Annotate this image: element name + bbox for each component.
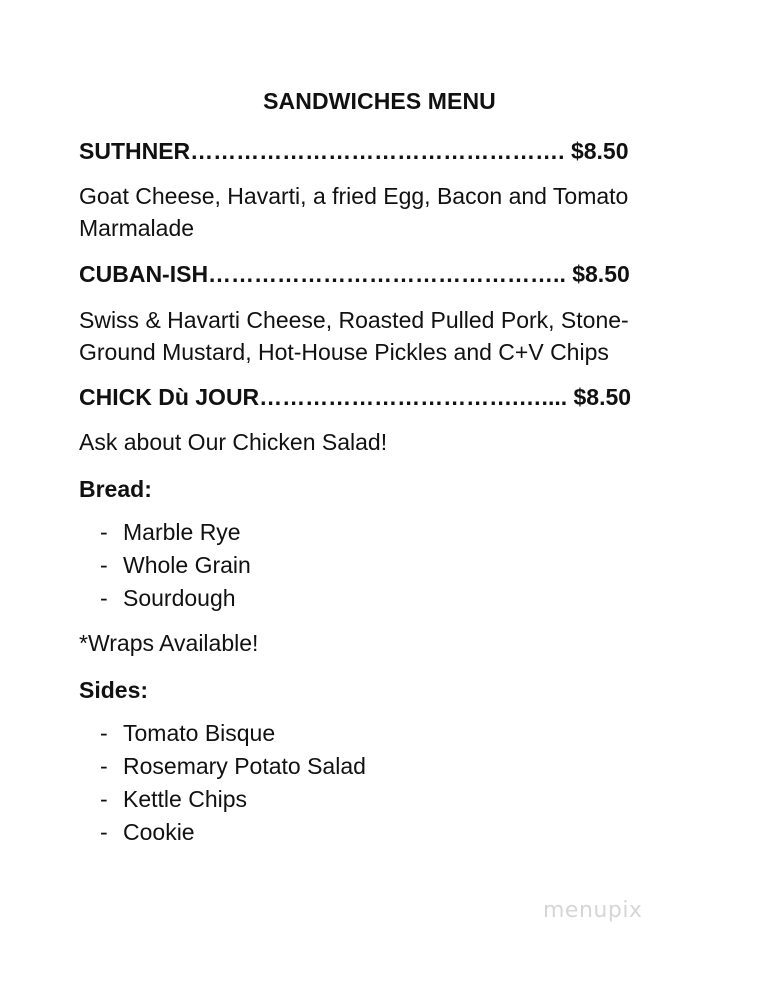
menu-item-suthner-description: Goat Cheese, Havarti, a fried Egg, Bacon and Tomato Marmalade — [79, 183, 629, 241]
menu-item-cuban-ish: CUBAN-ISH……………………………………….. $8.50 — [79, 261, 630, 287]
bullet-dash: - — [100, 552, 108, 578]
menu-item-cuban-ish-description: Swiss & Havarti Cheese, Roasted Pulled Pork, Stone-Ground Mustard, Hot-House Pickles and C+V Chips — [79, 307, 629, 365]
bread-list — [100, 516, 251, 615]
bread-heading: Bread: — [79, 476, 152, 502]
side-option: Cookie — [123, 819, 195, 845]
list-item — [100, 717, 366, 750]
list-item — [100, 783, 366, 816]
bullet-dash: - — [100, 786, 108, 812]
menu-item-suthner: SUTHNER…………………………………………. $8.50 — [79, 138, 629, 164]
side-option: Kettle Chips — [123, 786, 248, 812]
bullet-dash: - — [100, 519, 108, 545]
bullet-dash: - — [100, 585, 108, 611]
bread-option: Marble Rye — [123, 519, 241, 545]
menu-title: SANDWICHES MENU — [263, 88, 496, 114]
list-item — [100, 549, 251, 582]
menupix-watermark: menupix — [543, 898, 643, 923]
side-option: Tomato Bisque — [123, 720, 276, 746]
sides-list — [100, 717, 366, 849]
list-item — [100, 582, 251, 615]
bullet-dash: - — [100, 720, 108, 746]
sides-heading: Sides: — [79, 677, 149, 703]
bullet-dash: - — [100, 753, 108, 779]
bullet-dash: - — [100, 819, 108, 845]
side-option: Rosemary Potato Salad — [123, 753, 366, 779]
menu-item-chick-du-jour: CHICK Dù JOUR…………………………….….... $8.50 — [79, 384, 632, 410]
bread-option: Sourdough — [123, 585, 236, 611]
wraps-note: *Wraps Available! — [79, 630, 259, 656]
list-item — [100, 516, 251, 549]
list-item — [100, 816, 366, 849]
menu-item-chick-du-jour-description: Ask about Our Chicken Salad! — [79, 429, 388, 455]
bread-option: Whole Grain — [123, 552, 251, 578]
list-item — [100, 750, 366, 783]
